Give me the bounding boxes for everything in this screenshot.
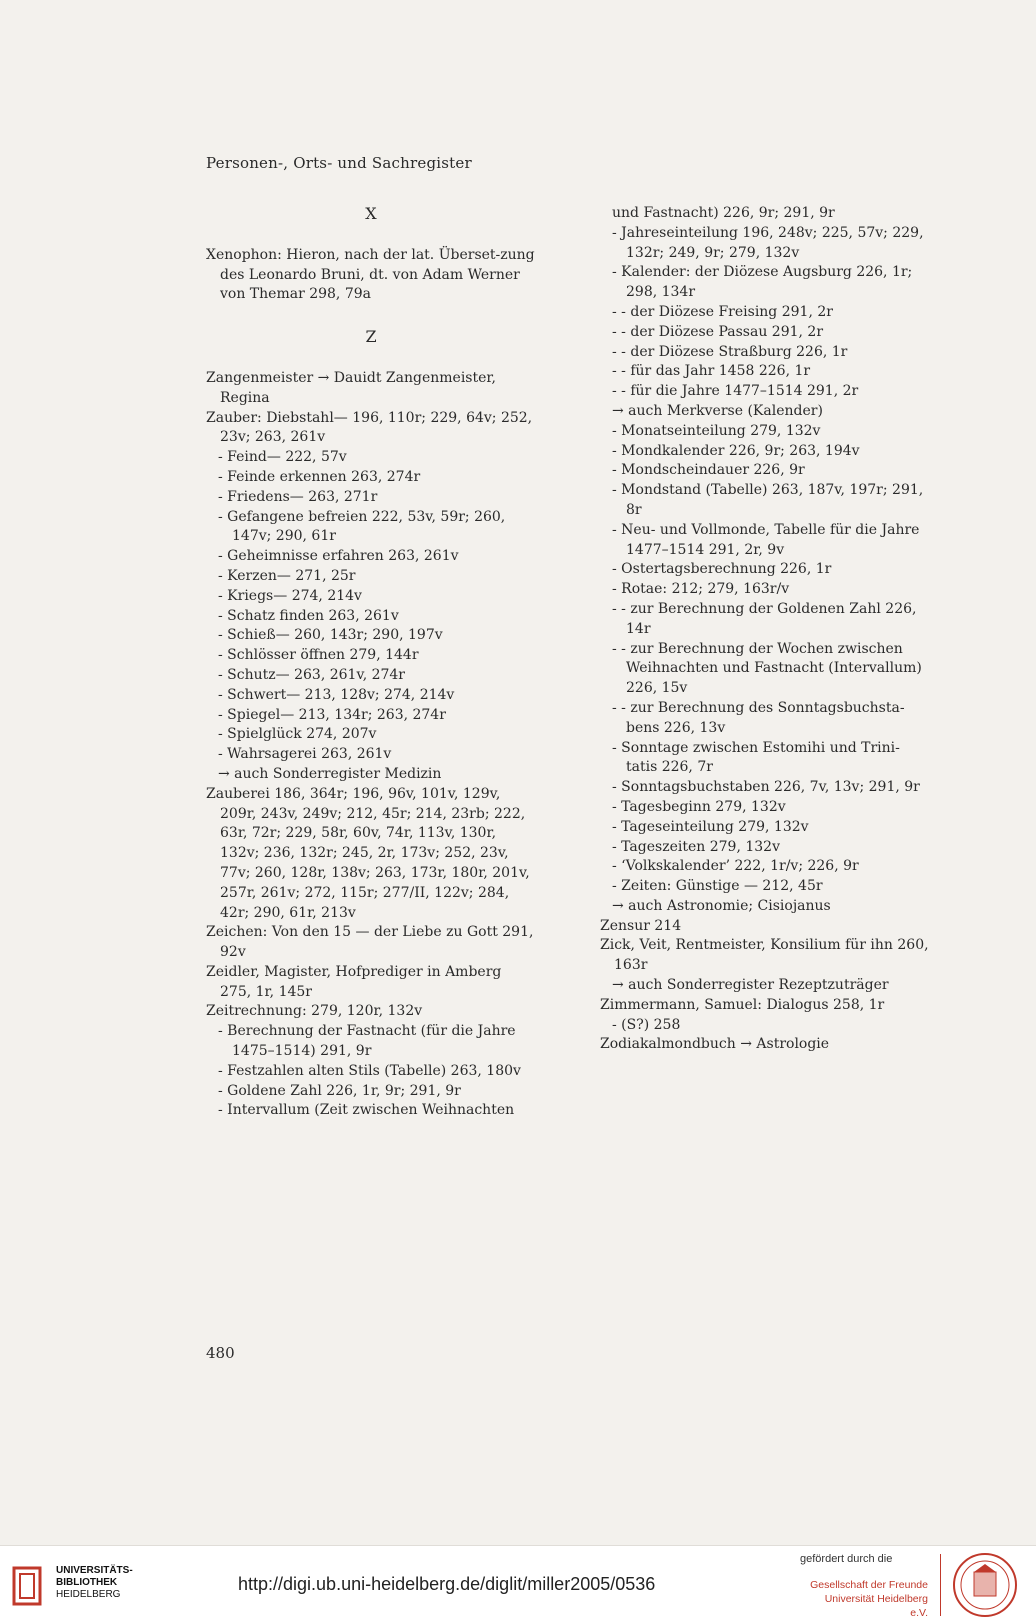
index-entry: - - zur Berechnung der Goldenen Zahl 226, 14r bbox=[612, 600, 917, 637]
index-entry: - Berechnung der Fastnacht (für die Jahre 1475–1514) 291, 9r bbox=[218, 1023, 516, 1060]
index-entry: - Schatz finden 263, 261v bbox=[218, 607, 399, 624]
index-entry: - Sonntage zwischen Estomihi und Trini-tatis 226, 7r bbox=[612, 739, 900, 776]
index-entry: - - für das Jahr 1458 226, 1r bbox=[612, 363, 811, 380]
index-entry: Zeitrechnung: 279, 120r, 132v bbox=[206, 1003, 423, 1020]
sponsor-caption: gefördert durch die bbox=[800, 1553, 893, 1565]
section-letter-z: Z bbox=[365, 327, 377, 347]
running-header: Personen-, Orts- und Sachregister bbox=[206, 154, 472, 172]
index-entry: - Kerzen— 271, 25r bbox=[218, 567, 356, 584]
index-entry: - Gefangene befreien 222, 53v, 59r; 260, 147v; 290, 61r bbox=[218, 508, 506, 545]
index-entry: - Sonntagsbuchstaben 226, 7v, 13v; 291, 9r bbox=[612, 779, 920, 796]
index-entry: Zick, Veit, Rentmeister, Konsilium für ihn 260, 163r bbox=[600, 937, 929, 974]
index-entry: - Intervallum (Zeit zwischen Weihnachten bbox=[218, 1102, 515, 1119]
index-entry: - Wahrsagerei 263, 261v bbox=[218, 746, 392, 763]
index-entry: - - der Diözese Straßburg 226, 1r bbox=[612, 343, 848, 360]
index-entry: - Schlösser öffnen 279, 144r bbox=[218, 647, 419, 664]
index-entry: → auch Sonderregister Rezeptzuträger bbox=[612, 977, 889, 994]
viewer-footer bbox=[0, 1545, 1036, 1623]
index-entry: Zeichen: Von den 15 — der Liebe zu Gott 291, 92v bbox=[206, 924, 534, 961]
library-logo-icon bbox=[8, 1562, 48, 1610]
index-entry: Zeidler, Magister, Hofprediger in Amberg 275, 1r, 145r bbox=[206, 963, 502, 1000]
index-entry: - - zur Berechnung der Wochen zwischen Weihnachten und Fastnacht (Intervallum) 226, 15v bbox=[612, 640, 922, 697]
index-entry: - Geheimnisse erfahren 263, 261v bbox=[218, 548, 459, 565]
index-entry: - Rotae: 212; 279, 163r/v bbox=[612, 581, 790, 598]
index-entry: - Schieß— 260, 143r; 290, 197v bbox=[218, 627, 443, 644]
index-entry: - Tageseinteilung 279, 132v bbox=[612, 818, 809, 835]
index-entry: → auch Sonderregister Medizin bbox=[218, 765, 442, 782]
index-entry: - Ostertagsberechnung 226, 1r bbox=[612, 561, 832, 578]
index-entry: - Schutz— 263, 261v, 274r bbox=[218, 666, 406, 683]
index-entry: - Jahreseinteilung 196, 248v; 225, 57v; 229, 132r; 249, 9r; 279, 132v bbox=[612, 224, 924, 261]
index-entry: - Spiegel— 213, 134r; 263, 274r bbox=[218, 706, 446, 723]
index-entry: - Festzahlen alten Stils (Tabelle) 263, 180v bbox=[218, 1062, 521, 1079]
index-entry: - Monatseinteilung 279, 132v bbox=[612, 422, 821, 439]
index-entry: - - zur Berechnung des Sonntagsbuchsta-bens 226, 13v bbox=[612, 699, 905, 736]
section-letter-x: X bbox=[365, 204, 377, 223]
z-entries-list bbox=[206, 369, 536, 1121]
library-name: UNIVERSITÄTS- BIBLIOTHEK HEIDELBERG bbox=[56, 1565, 133, 1600]
index-entry: - Goldene Zahl 226, 1r, 9r; 291, 9r bbox=[218, 1082, 461, 1099]
index-entry: - Mondkalender 226, 9r; 263, 194v bbox=[612, 442, 860, 459]
index-entry: Zangenmeister → Dauidt Zangenmeister, Regina bbox=[206, 369, 497, 406]
right-entries-list bbox=[600, 204, 930, 1055]
index-entry: Zodiakalmondbuch → Astrologie bbox=[600, 1036, 830, 1053]
index-entry: - Feind— 222, 57v bbox=[218, 449, 347, 466]
index-entry: - - für die Jahre 1477–1514 291, 2r bbox=[612, 383, 859, 400]
index-entry: - Kalender: der Diözese Augsburg 226, 1r; 298, 134r bbox=[612, 264, 913, 301]
index-entry: - (S?) 258 bbox=[612, 1016, 681, 1033]
index-entry: - Kriegs— 274, 214v bbox=[218, 587, 362, 604]
index-entry: - Friedens— 263, 271r bbox=[218, 488, 378, 505]
index-entry: → auch Merkverse (Kalender) bbox=[612, 402, 823, 419]
index-entry: - Tageszeiten 279, 132v bbox=[612, 838, 780, 855]
index-entry: - Mondscheindauer 226, 9r bbox=[612, 462, 805, 479]
index-entry: Xenophon: Hieron, nach der lat. Überset-zung des Leonardo Bruni, dt. von Adam Werner von Themar 298, 79a bbox=[206, 246, 535, 303]
index-entry: - Tagesbeginn 279, 132v bbox=[612, 798, 786, 815]
permalink-url[interactable]: http://digi.ub.uni-heidelberg.de/diglit/miller2005/0536 bbox=[238, 1574, 656, 1594]
index-entry: Zimmermann, Samuel: Dialogus 258, 1r bbox=[600, 996, 885, 1013]
index-entry: - Schwert— 213, 128v; 274, 214v bbox=[218, 686, 455, 703]
index-entry: Zauber: Diebstahl— 196, 110r; 229, 64v; 252, 23v; 263, 261v bbox=[206, 409, 533, 446]
right-column bbox=[600, 204, 930, 1055]
index-entry: und Fastnacht) 226, 9r; 291, 9r bbox=[612, 205, 835, 221]
index-entry: Zensur 214 bbox=[600, 917, 682, 934]
index-entry: → auch Astronomie; Cisiojanus bbox=[612, 897, 831, 914]
index-entry: - Mondstand (Tabelle) 263, 187v, 197r; 291, 8r bbox=[612, 482, 924, 518]
index-entry: - - der Diözese Passau 291, 2r bbox=[612, 323, 824, 340]
index-entry: - Zeiten: Günstige — 212, 45r bbox=[612, 878, 823, 895]
index-entry: - - der Diözese Freising 291, 2r bbox=[612, 303, 833, 320]
sponsor-name[interactable]: Gesellschaft der Freunde Universität Heidelberg e.V. bbox=[810, 1579, 928, 1619]
index-entry: - Spielglück 274, 207v bbox=[218, 726, 377, 743]
left-column bbox=[206, 204, 536, 1121]
university-seal-icon bbox=[952, 1552, 1018, 1618]
index-entry: - ‘Volkskalender’ 222, 1r/v; 226, 9r bbox=[612, 858, 859, 875]
index-entry: - Feinde erkennen 263, 274r bbox=[218, 468, 421, 485]
footer-divider bbox=[940, 1554, 941, 1616]
index-entry: Zauberei 186, 364r; 196, 96v, 101v, 129v, 209r, 243v, 249v; 212, 45r; 214, 23rb; 222, 63r, 72r; 229, 58r, 60v, 74r, 113v, 130r, 132v; 236, 132r; 245, 2r, 173v; 252, 23v, 77v; 260, 128r, 138v; 263, 173r, 180r, 201v, 257r, 261v; 272, 115r; 277/II, 122v; 284, 42r; 290, 61r, 213v bbox=[206, 785, 530, 921]
page-number: 480 bbox=[206, 1344, 235, 1362]
index-entry: - Neu- und Vollmonde, Tabelle für die Jahre 1477–1514 291, 2r, 9v bbox=[612, 521, 920, 558]
